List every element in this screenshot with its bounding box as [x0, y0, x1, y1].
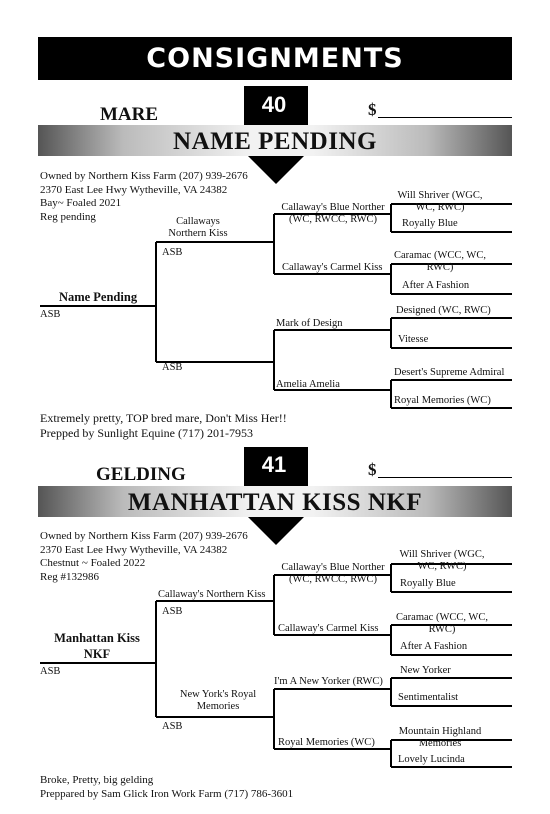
entry-40-ped-g1: Will Shriver (WGC, WC, RWC): [397, 190, 483, 213]
owner-line: Owned by Northern Kiss Farm (207) 939-2676: [40, 170, 248, 182]
entry-40-ped-sire-sire: Callaway's Blue Norther (WC, RWCC, RWC): [281, 202, 385, 225]
entry-41-ped-g7: Mountain Highland Memories: [398, 726, 482, 749]
entry-40-ped-g7: Desert's Supreme Admiral: [394, 367, 505, 378]
entry-41-ped-g1: Will Shriver (WGC, WC, RWC): [399, 549, 485, 572]
entry-41-horse-name: MANHATTAN KISS NKF: [127, 489, 423, 516]
entry-41-ped-horse-breed: ASB: [40, 666, 61, 677]
entry-41-ped-sire: Callaway's Northern Kiss: [158, 589, 266, 600]
entry-41-notes: [40, 773, 293, 801]
entry-40-ped-sire-breed: ASB: [162, 247, 183, 258]
entry-40-number: 40: [261, 92, 287, 117]
entry-41-ped-sire-sire: Callaway's Blue Norther (WC, RWCC, RWC): [281, 562, 385, 585]
owner-line: Bay~ Foaled 2021: [40, 197, 122, 209]
entry-40-ped-horse: Name Pending: [58, 290, 138, 304]
entry-40-ped-dam-breed: ASB: [162, 362, 183, 373]
entry-41-ped-g8: Lovely Lucinda: [398, 754, 465, 765]
entry-41-number: 41: [261, 452, 287, 477]
entry-41-ped-g5: New Yorker: [400, 665, 451, 676]
entry-41-ped-dam-breed: ASB: [162, 721, 183, 732]
note-line: Preppared by Sam Glick Iron Work Farm (717) 786-3601: [40, 788, 294, 800]
entry-40-horse-name: NAME PENDING: [173, 128, 377, 155]
entry-41-ped-sire-dam: Callaway's Carmel Kiss: [278, 623, 379, 634]
entry-40-ped-sire: Callaways Northern Kiss: [168, 216, 228, 239]
entry-40-ped-dam-sire: Mark of Design: [276, 318, 343, 329]
entry-40-ped-g5: Designed (WC, RWC): [396, 305, 491, 316]
owner-line: Owned by Northern Kiss Farm (207) 939-2676: [40, 530, 248, 542]
entry-40-ped-g4: After A Fashion: [402, 280, 470, 291]
entry-40-ped-g2: Royally Blue: [402, 218, 458, 229]
entry-41-kind: GELDING: [96, 464, 186, 485]
entry-41-ped-g4: After A Fashion: [400, 641, 468, 652]
owner-line: Reg pending: [40, 210, 96, 223]
owner-line: Chestnut ~ Foaled 2022: [40, 557, 146, 569]
entry-40-ped-horse-breed: ASB: [40, 309, 61, 320]
entry-41-ped-g6: Sentimentalist: [398, 692, 459, 703]
note-line: Broke, Pretty, big gelding: [40, 774, 154, 786]
entry-41-ped-dam: New York's Royal Memories: [179, 689, 257, 712]
consignments-banner: CONSIGNMENTS: [38, 37, 512, 80]
entry-41-ped-dam-sire: I'm A New Yorker (RWC): [274, 676, 383, 687]
owner-line: Reg #132986: [40, 570, 99, 583]
entry-40-ped-dam-dam: Amelia Amelia: [276, 379, 340, 390]
owner-line: 2370 East Lee Hwy Wytheville, VA 24382: [40, 543, 228, 556]
entry-41-ped-horse: Manhattan Kiss NKF: [54, 631, 140, 661]
entry-40-ped-g3: Caramac (WCC, WC, RWC): [394, 250, 486, 273]
owner-line: 2370 East Lee Hwy Wytheville, VA 24382: [40, 183, 228, 196]
entry-41-ped-sire-breed: ASB: [162, 606, 183, 617]
entry-40-kind: MARE: [100, 104, 159, 125]
note-line: Extremely pretty, TOP bred mare, Don't Miss Her!!: [40, 411, 287, 425]
entry-41-price-label: $: [368, 460, 377, 479]
entry-40-ped-g6: Vitesse: [398, 334, 429, 345]
entry-40-ped-sire-dam: Callaway's Carmel Kiss: [282, 262, 383, 273]
note-line: Prepped by Sunlight Equine (717) 201-7953: [40, 426, 253, 440]
entry-41-ped-g3: Caramac (WCC, WC, RWC): [396, 612, 488, 635]
entry-40-price-label: $: [368, 100, 377, 119]
entry-41-ped-dam-dam: Royal Memories (WC): [278, 737, 375, 748]
entry-41-ped-g2: Royally Blue: [400, 578, 456, 589]
entry-40-ped-g8: Royal Memories (WC): [394, 395, 491, 406]
